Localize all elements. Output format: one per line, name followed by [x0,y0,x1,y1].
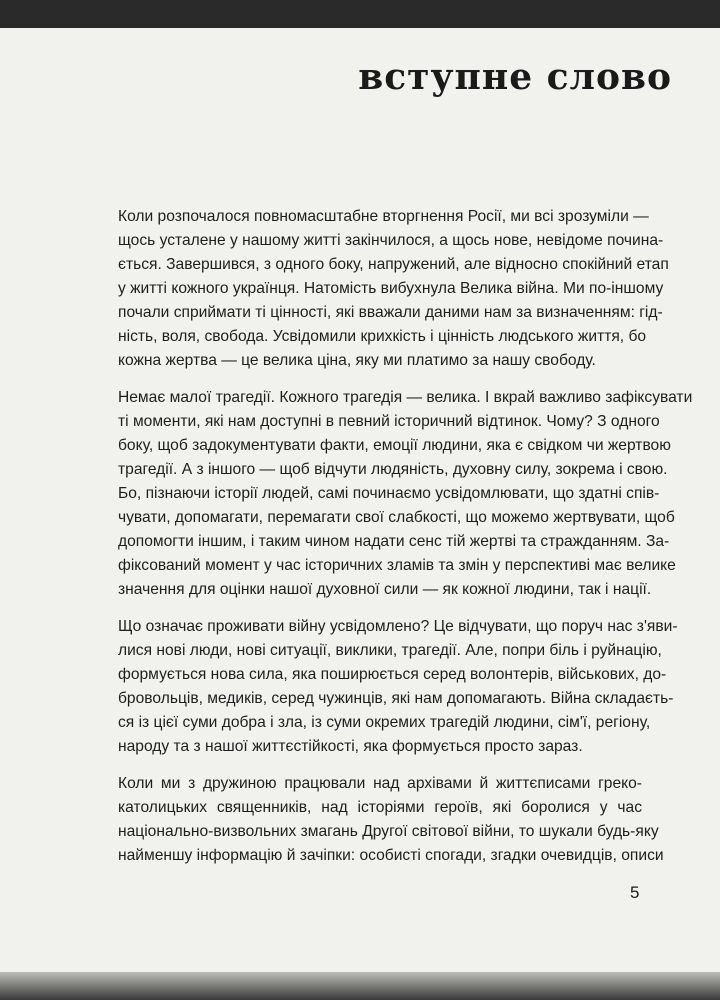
text-line: формується нова сила, яка поширюється серед волонтерів, військових, до- [118,666,667,683]
text-line: Що означає проживати війну усвідомлено? Це відчувати, що поруч нас з'яви- [118,618,678,635]
text-line: ється. Завершився, з одного боку, напружений, але відносно спокійний етап [118,256,669,273]
text-line: ність, воля, свобода. Усвідомили крихкість і цінність людського життя, бо [118,328,647,345]
chapter-title: вступне слово [358,56,672,98]
text-line: ті моменти, які нам доступні в певний історичний відтинок. Чому? З одного [118,413,660,430]
text-line: ся із цієї суми добра і зла, із суми окремих трагедій людини, сім'ї, регіону, [118,714,651,731]
paragraph [118,386,693,602]
text-line: лися нові люди, нові ситуації, виклики, трагедії. Але, попри біль і руйнацію, [118,642,662,659]
text-line: національно-визвольних змагань Другої світової війни, то шукали будь-яку [118,823,659,840]
paragraph [118,205,669,373]
text-line: бровольців, медиків, серед чужинців, які нам допомагають. Війна складаєть- [118,690,674,707]
body-text [118,205,693,881]
text-line: Немає малої трагедії. Кожного трагедія — велика. І вкрай важливо зафіксувати [118,389,693,406]
text-line: чувати, допомагати, перемагати свої слабкості, що можемо жертвувати, щоб [118,509,675,526]
text-line: Коли ми з дружиною працювали над архівами й життєписами греко- [118,775,642,792]
text-line: народу та з нашої життєстійкості, яка формується просто зараз. [118,738,583,755]
text-line: допомогти іншим, і таким чином надати сенс тій жертві та стражданням. За- [118,533,670,550]
text-line: щось усталене у нашому житті закінчилося, а щось нове, невідоме почина- [118,232,664,249]
paragraph [118,772,664,868]
text-line: кожна жертва — це велика ціна, яку ми платимо за нашу свободу. [118,352,596,369]
paragraph [118,615,678,759]
text-line: найменшу інформацію й зачіпки: особисті спогади, згадки очевидців, описи [118,847,664,864]
page-bottom-edge [0,972,720,1000]
text-line: значення для оцінки нашої духовної сили — як кожної людини, так і нації. [118,581,652,598]
text-line: у житті кожного українця. Натомість вибухнула Велика війна. Ми по-іншому [118,280,664,297]
text-line: почали сприймати ті цінності, які вважали даними нам за визначенням: гід- [118,304,663,321]
text-line: Коли розпочалося повномасштабне вторгнення Росії, ми всі зрозуміли — [118,208,649,225]
text-line: боку, щоб задокументувати факти, емоції людини, яка є свідком чи жертвою [118,437,671,454]
page-number: 5 [630,883,640,902]
text-line: католицьких священників, над історіями героїв, які боролися у час [118,799,642,816]
text-line: фіксований момент у час історичних зламів та змін у перспективі має велике [118,557,676,574]
text-line: трагедії. А з іншого — щоб відчути людяність, духовну силу, зокрема і свою. [118,461,668,478]
text-line: Бо, пізнаючи історії людей, самі починаємо усвідомлювати, що здатні спів- [118,485,660,502]
